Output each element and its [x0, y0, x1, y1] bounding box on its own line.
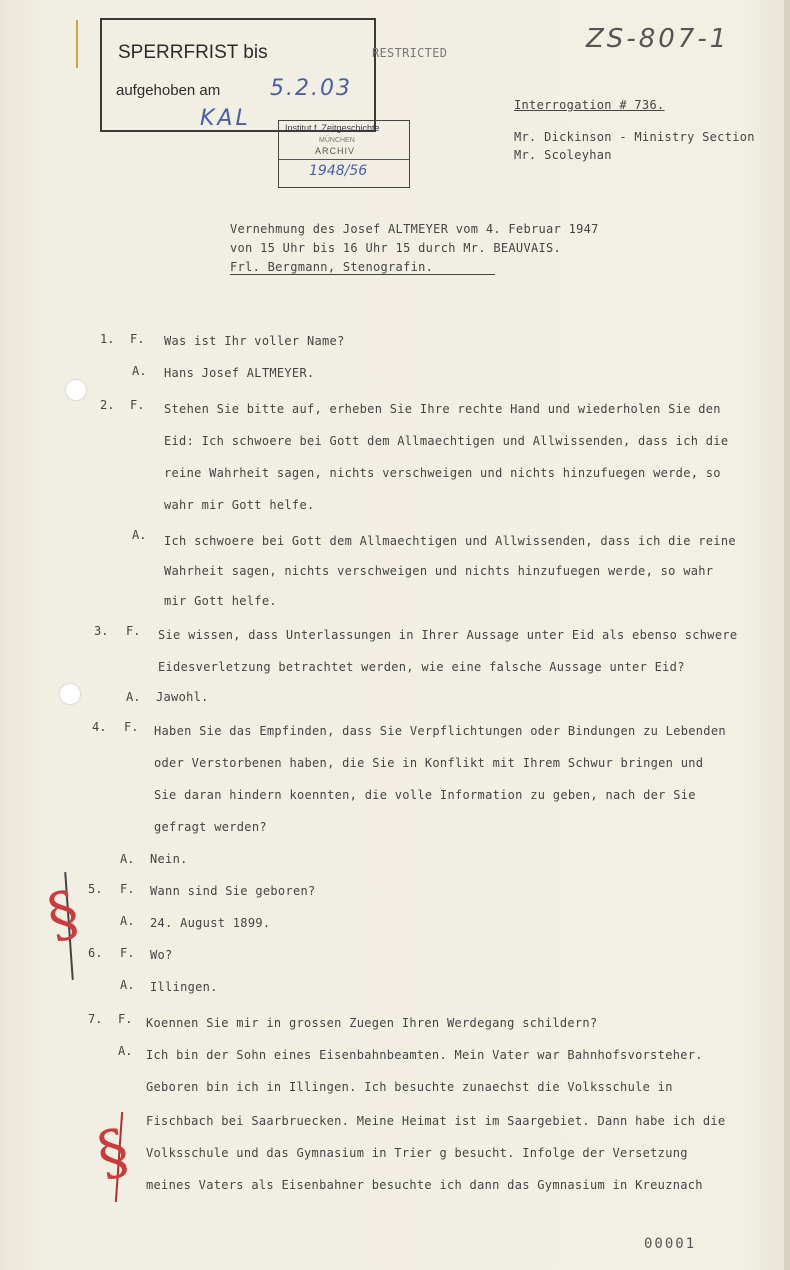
- q3-line-2: Eidesverletzung betrachtet werden, wie eine falsche Aussage unter Eid?: [158, 660, 685, 674]
- q2-line-1: Stehen Sie bitte auf, erheben Sie Ihre rechte Hand und wiederholen Sie den: [164, 402, 721, 416]
- attendee-2: Mr. Scoleyhan: [514, 148, 612, 162]
- punch-hole-top: [66, 380, 86, 400]
- a5-label: A.: [120, 914, 135, 928]
- a7-line-4: Volksschule und das Gymnasium in Trier g besucht. Infolge der Versetzung: [146, 1146, 688, 1160]
- a1-label: A.: [132, 364, 147, 378]
- red-pencil-mark-1: §: [41, 877, 85, 953]
- stamp-line1: SPERRFRIST bis: [118, 42, 268, 63]
- a7-label: A.: [118, 1044, 133, 1058]
- archive-label: ARCHIV: [315, 146, 356, 156]
- page-edge: [784, 0, 790, 1270]
- q2-number: 2.: [100, 398, 115, 412]
- a7-line-2: Geboren bin ich in Illingen. Ich besuchte zunaechst die Volksschule in: [146, 1080, 673, 1094]
- q7-text: Koennen Sie mir in grossen Zuegen Ihren Werdegang schildern?: [146, 1016, 598, 1030]
- q1-number: 1.: [100, 332, 115, 346]
- a3-label: A.: [126, 690, 141, 704]
- a3-text: Jawohl.: [156, 690, 209, 704]
- q2-label: F.: [130, 398, 145, 412]
- q6-number: 6.: [88, 946, 103, 960]
- intro-line-2: von 15 Uhr bis 16 Uhr 15 durch Mr. BEAUVAIS.: [230, 241, 562, 255]
- q3-label: F.: [126, 624, 141, 638]
- archive-number: 1948/56: [309, 163, 368, 179]
- q2-line-2: Eid: Ich schwoere bei Gott dem Allmaechtigen und Allwissenden, dass ich die: [164, 434, 729, 448]
- q4-line-2: oder Verstorbenen haben, die Sie in Konflikt mit Ihrem Schwur bringen und: [154, 756, 704, 770]
- red-pencil-mark-2: §: [91, 1115, 135, 1191]
- q6-text: Wo?: [150, 948, 173, 962]
- classification: RESTRICTED: [372, 46, 448, 60]
- q4-number: 4.: [92, 720, 107, 734]
- a4-label: A.: [120, 852, 135, 866]
- q3-number: 3.: [94, 624, 109, 638]
- punch-hole-bottom: [60, 684, 80, 704]
- a7-line-1: Ich bin der Sohn eines Eisenbahnbeamten. Mein Vater war Bahnhofsvorsteher.: [146, 1048, 703, 1062]
- q5-number: 5.: [88, 882, 103, 896]
- archive-institute: Institut f. Zeitgeschichte: [285, 123, 380, 133]
- q7-number: 7.: [88, 1012, 103, 1026]
- archive-city: MÜNCHEN: [319, 137, 355, 144]
- q5-text: Wann sind Sie geboren?: [150, 884, 316, 898]
- q4-line-3: Sie daran hindern koennten, die volle Information zu geben, nach der Sie: [154, 788, 696, 802]
- q4-line-4: gefragt werden?: [154, 820, 267, 834]
- q1-text: Was ist Ihr voller Name?: [164, 334, 345, 348]
- q1-label: F.: [130, 332, 145, 346]
- q7-label: F.: [118, 1012, 133, 1026]
- a7-line-5: meines Vaters als Eisenbahner besuchte ich dann das Gymnasium in Kreuznach: [146, 1178, 703, 1192]
- q4-label: F.: [124, 720, 139, 734]
- q6-label: F.: [120, 946, 135, 960]
- a4-text: Nein.: [150, 852, 188, 866]
- sperrfrist-stamp: [100, 18, 376, 132]
- q2-line-3: reine Wahrheit sagen, nichts verschweigen und nichts hinzufuegen werde, so: [164, 466, 721, 480]
- a1-text: Hans Josef ALTMEYER.: [164, 366, 315, 380]
- stamp-date: 5.2.03: [270, 76, 352, 101]
- q4-line-1: Haben Sie das Empfinden, dass Sie Verpflichtungen oder Bindungen zu Lebenden: [154, 724, 726, 738]
- stamp-initials: KAL: [200, 106, 251, 131]
- intro-line-1: Vernehmung des Josef ALTMEYER vom 4. Februar 1947: [230, 222, 599, 236]
- a2-line-3: mir Gott helfe.: [164, 594, 277, 608]
- staple-mark: [76, 20, 78, 68]
- archive-divider: [279, 159, 409, 160]
- interrogation-title: Interrogation # 736.: [514, 98, 665, 112]
- attendee-1: Mr. Dickinson - Ministry Section: [514, 130, 755, 144]
- q3-line-1: Sie wissen, dass Unterlassungen in Ihrer Aussage unter Eid als ebenso schwere: [158, 628, 738, 642]
- a6-label: A.: [120, 978, 135, 992]
- stamp-line2: aufgehoben am: [116, 82, 221, 99]
- a2-line-1: Ich schwoere bei Gott dem Allmaechtigen und Allwissenden, dass ich die reine: [164, 534, 736, 548]
- file-number: ZS-807-1: [586, 24, 730, 54]
- intro-line-3: Frl. Bergmann, Stenografin.: [230, 260, 495, 275]
- a5-text: 24. August 1899.: [150, 916, 271, 930]
- q5-label: F.: [120, 882, 135, 896]
- page-number: 00001: [644, 1236, 697, 1252]
- archive-stamp: [278, 120, 410, 188]
- a2-line-2: Wahrheit sagen, nichts verschweigen und nichts hinzufuegen werde, so wahr: [164, 564, 714, 578]
- a6-text: Illingen.: [150, 980, 218, 994]
- a2-label: A.: [132, 528, 147, 542]
- a7-line-3: Fischbach bei Saarbruecken. Meine Heimat ist im Saargebiet. Dann habe ich die: [146, 1114, 726, 1128]
- q2-line-4: wahr mir Gott helfe.: [164, 498, 315, 512]
